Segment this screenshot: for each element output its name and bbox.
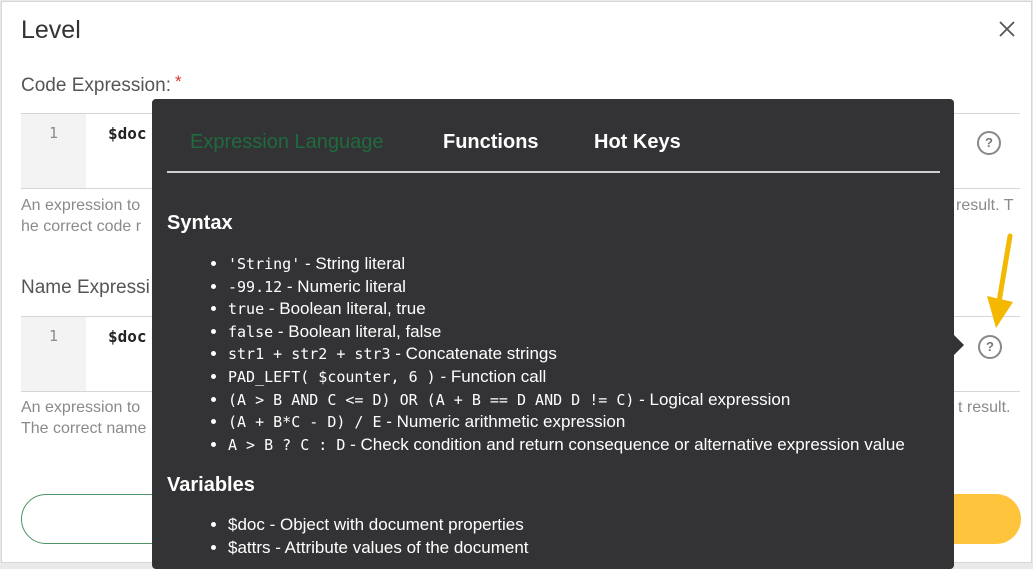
line-number: 1 (21, 317, 86, 391)
syntax-code: PAD_LEFT( $counter, 6 ) (228, 367, 436, 386)
name-expression-value[interactable]: $doc (108, 327, 147, 346)
code-expression-label-text: Code Expression: (21, 75, 171, 96)
syntax-code: 'String' (228, 255, 301, 273)
syntax-code: -99.12 (228, 277, 283, 296)
name-expression-hint (21, 397, 146, 439)
syntax-code: false (228, 322, 274, 341)
syntax-desc: - Logical expression (634, 389, 791, 409)
code-expression-hint-line2: he correct code r (21, 218, 142, 235)
list-item (228, 276, 905, 299)
code-expression-hint-line1: An expression to (21, 197, 141, 214)
syntax-code: A > B ? C : D (228, 435, 346, 454)
list-item: • $doc - Object with document properties (228, 514, 529, 537)
code-expression-value[interactable]: $doc (108, 124, 147, 143)
syntax-code: true (228, 300, 265, 319)
name-expression-label: Name Expressi (21, 277, 150, 298)
popover-caret (954, 335, 964, 355)
tab-functions[interactable]: Functions (443, 131, 539, 153)
required-mark: * (174, 72, 182, 91)
list-item (228, 321, 905, 344)
list-item (228, 343, 905, 366)
list-item (228, 434, 905, 457)
code-expression-label (21, 72, 182, 97)
tab-divider (167, 171, 940, 173)
list-item (228, 253, 905, 276)
close-icon[interactable] (996, 18, 1018, 40)
syntax-desc: - Function call (435, 366, 547, 386)
syntax-desc: - String literal (300, 254, 406, 273)
syntax-code: (A + B*C - D) / E (228, 413, 382, 432)
annotation-arrow-icon (978, 232, 1018, 332)
name-expression-help-icon[interactable]: ? (978, 335, 1002, 359)
name-expression-hint-line1: An expression to (21, 399, 141, 416)
tab-expression-language[interactable]: Expression Language (190, 131, 384, 153)
variables-list (210, 514, 529, 559)
line-number: 1 (21, 114, 86, 188)
syntax-code: (A > B AND C <= D) OR (A + B == D AND D != C) (228, 390, 635, 409)
variables-heading: Variables (167, 474, 255, 496)
tab-hot-keys[interactable]: Hot Keys (594, 131, 681, 153)
name-expression-hint-line2: The correct name (21, 420, 147, 437)
dialog-title: Level (21, 16, 81, 44)
syntax-desc: - Concatenate strings (390, 344, 557, 364)
list-item (228, 366, 905, 389)
code-expression-hint (21, 195, 141, 237)
syntax-desc: - Boolean literal, true (264, 299, 426, 319)
list-item (228, 298, 905, 321)
code-expression-hint-right: result. T (956, 197, 1014, 214)
syntax-list (210, 253, 905, 456)
syntax-desc: - Boolean literal, false (273, 321, 442, 341)
syntax-desc: - Numeric literal (282, 276, 406, 296)
list-item: • $attrs - Attribute values of the document (228, 537, 529, 560)
syntax-desc: - Numeric arithmetic expression (381, 412, 626, 432)
name-expression-hint-right: t result. (958, 399, 1011, 416)
code-expression-help-icon[interactable]: ? (977, 131, 1001, 155)
syntax-code: str1 + str2 + str3 (228, 345, 391, 364)
list-item (228, 389, 905, 412)
syntax-heading: Syntax (167, 212, 233, 234)
list-item (228, 411, 905, 434)
syntax-desc: - Check condition and return consequence or alternative expression value (345, 434, 905, 454)
expression-help-popover (152, 99, 954, 569)
